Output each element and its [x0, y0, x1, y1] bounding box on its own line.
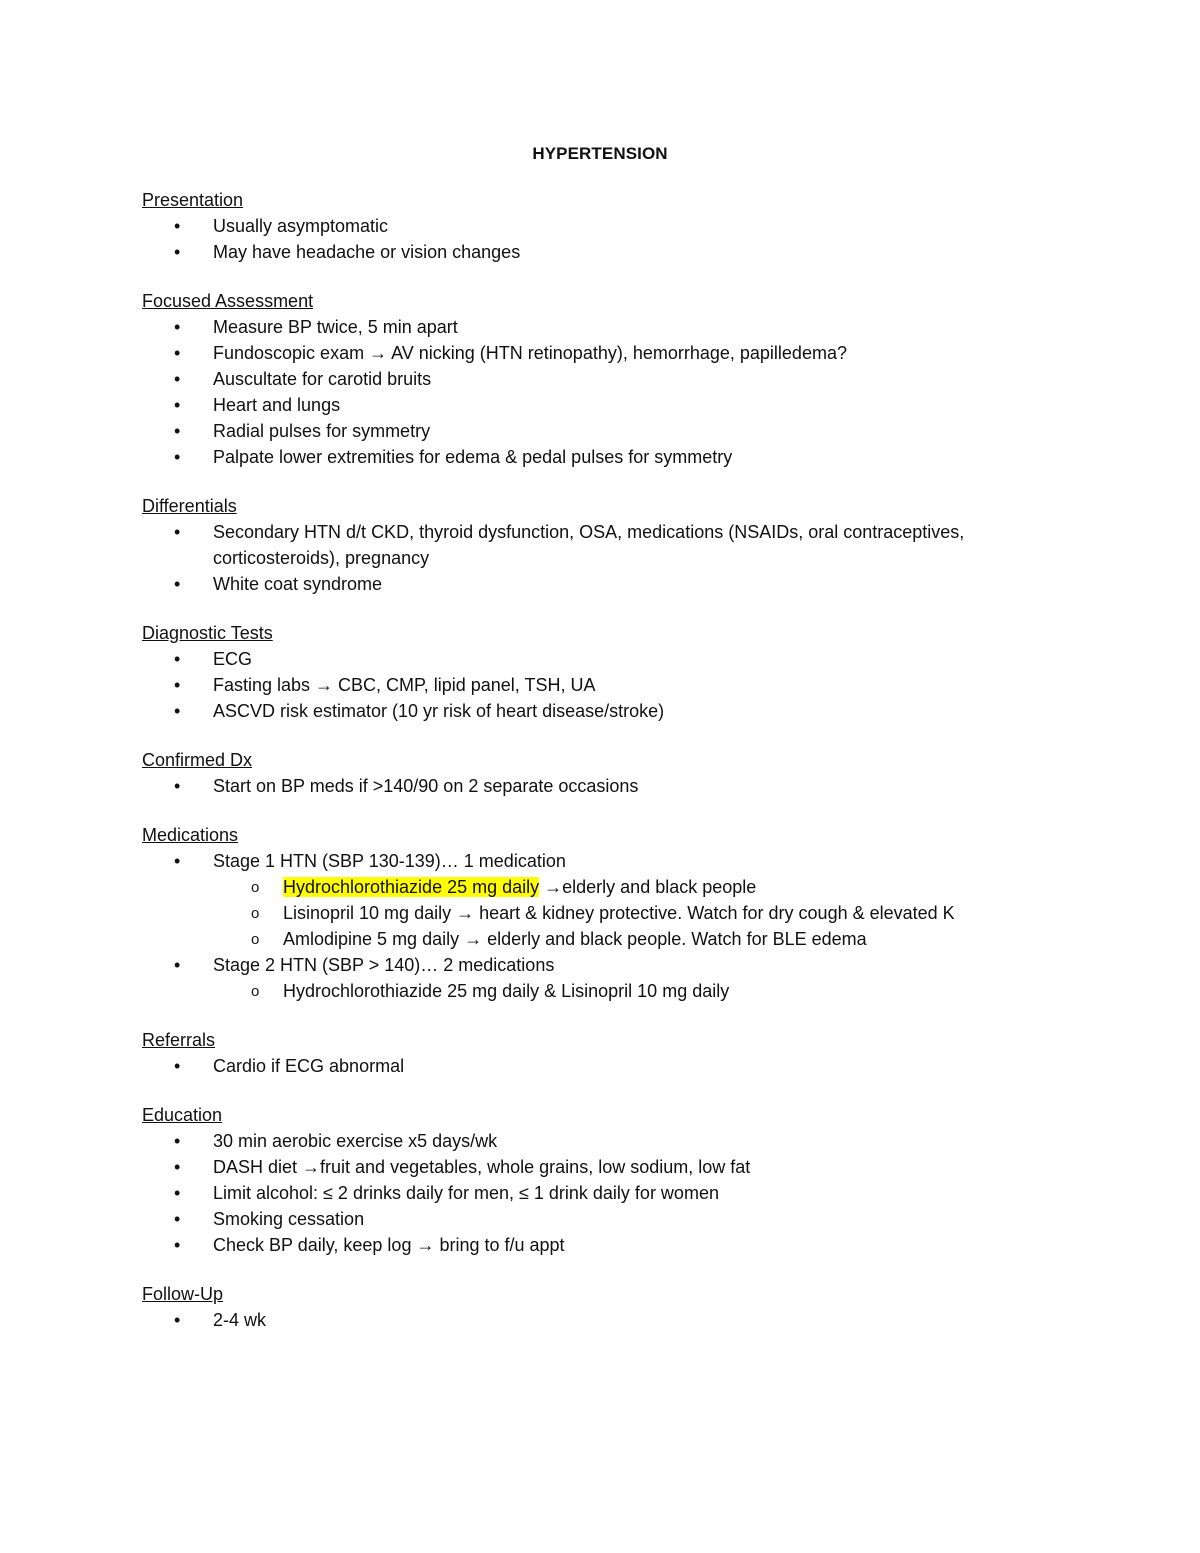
section-focused-assessment [142, 289, 1050, 470]
list-item: • Palpate lower extremities for edema & pedal pulses for symmetry [142, 444, 1050, 470]
stage-1-text: Stage 1 HTN (SBP 130-139)… 1 medication [213, 851, 566, 871]
list-item: • White coat syndrome [142, 571, 1050, 597]
bullet-list [142, 213, 1050, 265]
section-heading: Differentials [142, 496, 237, 516]
section-heading: Presentation [142, 190, 244, 210]
list-item: • Measure BP twice, 5 min apart [142, 314, 1050, 340]
list-item: • Smoking cessation [142, 1206, 1050, 1232]
section-heading: Diagnostic Tests [142, 623, 273, 643]
list-item: • Usually asymptomatic [142, 213, 1050, 239]
bullet-list [142, 773, 1050, 799]
sub-list [213, 978, 1050, 1004]
list-item: • ASCVD risk estimator (10 yr risk of heart disease/stroke) [142, 698, 1050, 724]
section-heading: Education [142, 1105, 223, 1125]
list-item: • 2-4 wk [142, 1307, 1050, 1333]
list-item: • Auscultate for carotid bruits [142, 366, 1050, 392]
sub-list-item [213, 874, 1050, 900]
list-item: • Heart and lungs [142, 392, 1050, 418]
section-heading: Focused Assessment [142, 291, 314, 311]
sub-list [213, 874, 1050, 952]
section-referrals [142, 1028, 1050, 1079]
section-medications [142, 823, 1050, 1004]
section-heading: Referrals [142, 1030, 216, 1050]
bullet-list [142, 1053, 1050, 1079]
section-education [142, 1103, 1050, 1258]
section-heading: Medications [142, 825, 239, 845]
list-item: • Fundoscopic exam → AV nicking (HTN retinopathy), hemorrhage, papilledema? [142, 340, 1050, 366]
sub-list-item [213, 900, 1050, 926]
list-item: • Radial pulses for symmetry [142, 418, 1050, 444]
list-item: • Fasting labs → CBC, CMP, lipid panel, TSH, UA [142, 672, 1050, 698]
sub-item-text: Amlodipine 5 mg daily → elderly and black people. Watch for BLE edema [283, 929, 867, 949]
list-item: • Start on BP meds if >140/90 on 2 separate occasions [142, 773, 1050, 799]
bullet-list [142, 1128, 1050, 1258]
list-item: • Cardio if ECG abnormal [142, 1053, 1050, 1079]
bullet-list [142, 646, 1050, 724]
list-item: • Check BP daily, keep log → bring to f/u appt [142, 1232, 1050, 1258]
list-item: • ECG [142, 646, 1050, 672]
bullet-list [142, 314, 1050, 470]
list-item-stage-2 [142, 952, 1050, 1004]
section-confirmed-dx [142, 748, 1050, 799]
list-item: • DASH diet →fruit and vegetables, whole grains, low sodium, low fat [142, 1154, 1050, 1180]
sub-list-item [213, 926, 1050, 952]
section-follow-up [142, 1282, 1050, 1333]
list-item: • May have headache or vision changes [142, 239, 1050, 265]
list-item-stage-1 [142, 848, 1050, 952]
bullet-list [142, 519, 1050, 597]
section-differentials [142, 494, 1050, 597]
sub-item-text: →elderly and black people [539, 877, 757, 897]
section-heading: Confirmed Dx [142, 750, 253, 770]
section-diagnostic-tests [142, 621, 1050, 724]
document-title: HYPERTENSION [532, 144, 668, 163]
stage-2-text: Stage 2 HTN (SBP > 140)… 2 medications [213, 955, 555, 975]
sub-item-text: Lisinopril 10 mg daily → heart & kidney protective. Watch for dry cough & elevated K [283, 903, 955, 923]
sub-list-item: o Hydrochlorothiazide 25 mg daily & Lisinopril 10 mg daily [213, 978, 1050, 1004]
list-item: • Limit alcohol: ≤ 2 drinks daily for men, ≤ 1 drink daily for women [142, 1180, 1050, 1206]
section-presentation [142, 188, 1050, 265]
list-item: • Secondary HTN d/t CKD, thyroid dysfunction, OSA, medications (NSAIDs, oral contraceptives, corticosteroids), pregnancy [142, 519, 1050, 571]
section-heading: Follow-Up [142, 1284, 224, 1304]
highlighted-text: Hydrochlorothiazide 25 mg daily [283, 877, 540, 897]
bullet-list [142, 848, 1050, 1004]
list-item: • 30 min aerobic exercise x5 days/wk [142, 1128, 1050, 1154]
bullet-list [142, 1307, 1050, 1333]
